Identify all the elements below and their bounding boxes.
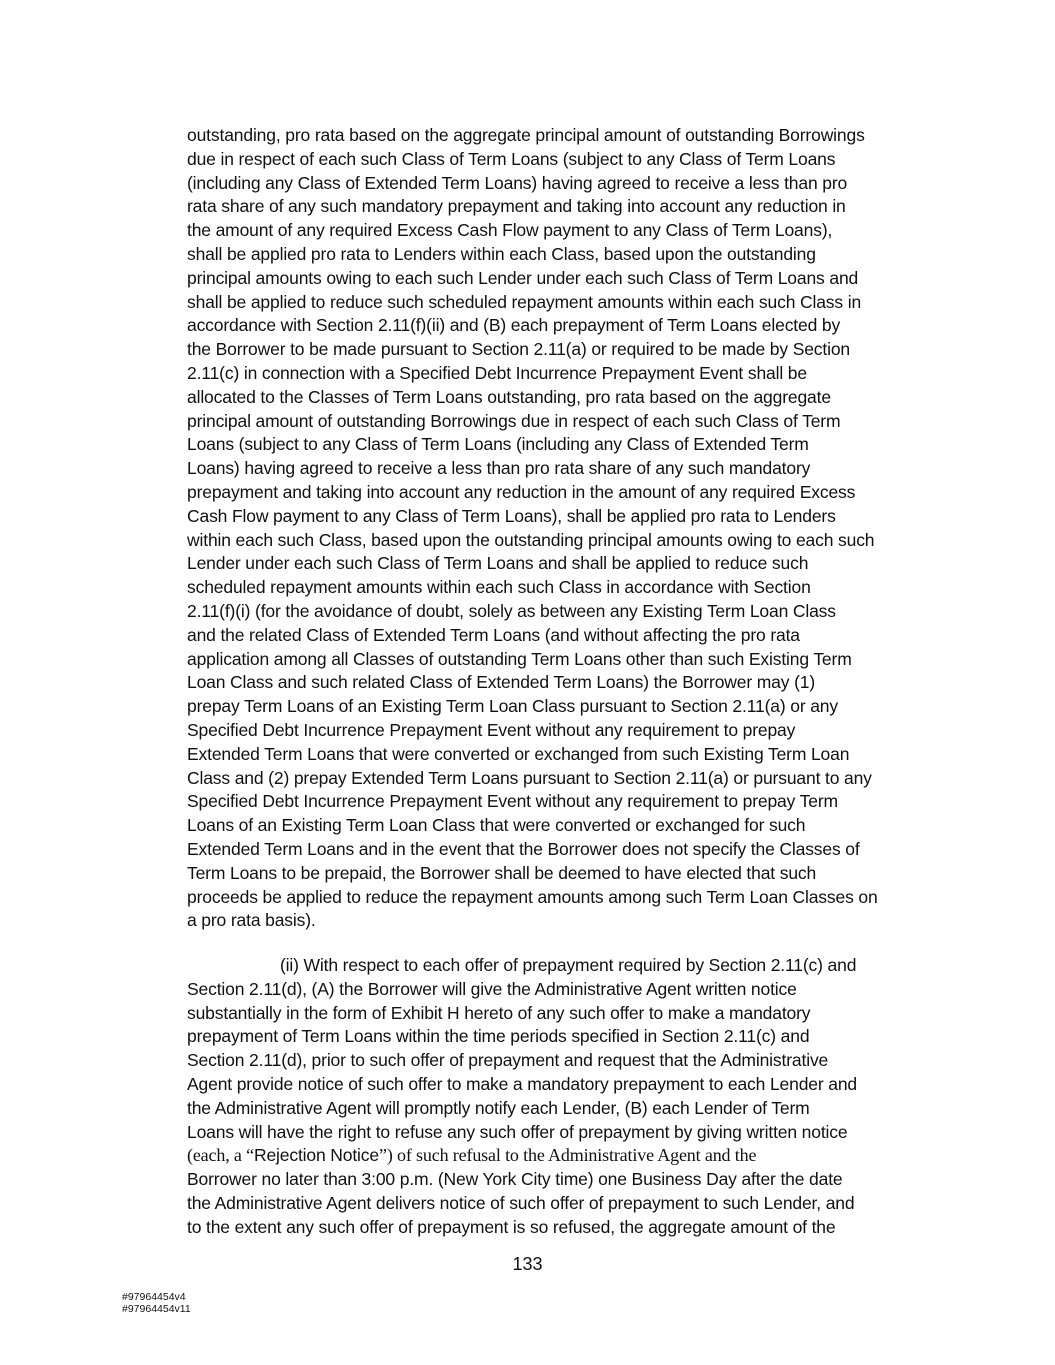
- text-line: Class and (2) prepay Extended Term Loans pursuant to Section 2.11(a) or pursuant to any: [187, 767, 872, 788]
- text-line: shall be applied to reduce such scheduled repayment amounts within each such Class in: [187, 291, 862, 312]
- text-line: Lender under each such Class of Term Loans and shall be applied to reduce such: [187, 553, 809, 574]
- text-line: prepay Term Loans of an Existing Term Loan Class pursuant to Section 2.11(a) or any: [187, 696, 838, 717]
- text-line: a pro rata basis).: [187, 910, 316, 931]
- text-line: application among all Classes of outstanding Term Loans other than such Existing Term: [187, 648, 852, 669]
- text-line: Term Loans to be prepaid, the Borrower shall be deemed to have elected that such: [187, 862, 817, 883]
- defined-term: Rejection Notice: [253, 1145, 379, 1166]
- text-line: the Administrative Agent will promptly notify each Lender, (B) each Lender of Term: [187, 1097, 810, 1118]
- text-line: [187, 1144, 935, 1168]
- text-line: due in respect of each such Class of Term Loans (subject to any Class of Term Loans: [187, 148, 836, 169]
- text-line: and the related Class of Extended Term Loans (and without affecting the pro rata: [187, 624, 800, 645]
- text-line: to the extent any such offer of prepayment is so refused, the aggregate amount of the: [187, 1216, 836, 1237]
- text-line: within each such Class, based upon the outstanding principal amounts owing to each such: [187, 529, 875, 550]
- text-line: rata share of any such mandatory prepayment and taking into account any reduction in: [187, 196, 846, 217]
- text-line: the amount of any required Excess Cash Flow payment to any Class of Term Loans),: [187, 220, 833, 241]
- text-line: Loans of an Existing Term Loan Class that were converted or exchanged for such: [187, 815, 806, 836]
- page-number: 133: [512, 1254, 543, 1274]
- document-ids: [122, 1291, 191, 1315]
- text-line: Extended Term Loans and in the event that the Borrower does not specify the Classes of: [187, 838, 860, 859]
- text-line: Cash Flow payment to any Class of Term Loans), shall be applied pro rata to Lenders: [187, 505, 836, 526]
- document-id: #97964454v4: [122, 1291, 186, 1303]
- text-fragment: (each, a “: [187, 1145, 254, 1166]
- text-line: allocated to the Classes of Term Loans outstanding, pro rata based on the aggregate: [187, 386, 831, 407]
- text-line: Loans (subject to any Class of Term Loans (including any Class of Extended Term: [187, 434, 809, 455]
- text-line: Agent provide notice of such offer to make a mandatory prepayment to each Lender and: [187, 1073, 858, 1094]
- text-line: 2.11(c) in connection with a Specified Debt Incurrence Prepayment Event shall be: [187, 362, 807, 383]
- text-line: outstanding, pro rata based on the aggregate principal amount of outstanding Borrowings: [187, 125, 865, 145]
- text-line: prepayment and taking into account any reduction in the amount of any required Excess: [187, 481, 856, 502]
- text-line: the Borrower to be made pursuant to Section 2.11(a) or required to be made by Section: [187, 339, 851, 360]
- text-line: Specified Debt Incurrence Prepayment Event without any requirement to prepay: [187, 719, 796, 740]
- text-line: Section 2.11(d), prior to such offer of prepayment and request that the Administrative: [187, 1050, 829, 1071]
- text-line: prepayment of Term Loans within the time periods specified in Section 2.11(c) and: [187, 1026, 810, 1047]
- text-line: Loan Class and such related Class of Extended Term Loans) the Borrower may (1): [187, 672, 816, 693]
- text-line: Specified Debt Incurrence Prepayment Event without any requirement to prepay Term: [187, 791, 838, 812]
- text-line: Borrower no later than 3:00 p.m. (New York City time) one Business Day after the date: [187, 1169, 843, 1190]
- text-line: (including any Class of Extended Term Loans) having agreed to receive a less than pro: [187, 172, 848, 193]
- text-fragment: ”) of such refusal to the Administrative Agent and the: [378, 1145, 757, 1166]
- text-line: 2.11(f)(i) (for the avoidance of doubt, solely as between any Existing Term Loan Class: [187, 600, 836, 621]
- text-line: accordance with Section 2.11(f)(ii) and (B) each prepayment of Term Loans elected by: [187, 315, 841, 336]
- text-line: scheduled repayment amounts within each such Class in accordance with Section: [187, 577, 811, 598]
- paragraph-allocation: [187, 124, 935, 933]
- text-line: Extended Term Loans that were converted or exchanged from such Existing Term Loan: [187, 743, 850, 764]
- text-line: Section 2.11(d), (A) the Borrower will give the Administrative Agent written notice: [187, 978, 797, 999]
- text-line: the Administrative Agent delivers notice of such offer of prepayment to such Lender, and: [187, 1192, 855, 1213]
- text-line: proceeds be applied to reduce the repayment amounts among such Term Loan Classes on: [187, 886, 878, 907]
- document-id: #97964454v11: [122, 1303, 191, 1315]
- paragraph-ii-offer-of-prepayment: [187, 954, 935, 1240]
- text-line: Loans) having agreed to receive a less than pro rata share of any such mandatory: [187, 458, 811, 479]
- text-line: shall be applied pro rata to Lenders within each Class, based upon the outstanding: [187, 243, 816, 264]
- text-line: substantially in the form of Exhibit H hereto of any such offer to make a mandatory: [187, 1002, 811, 1023]
- text-line: (ii) With respect to each offer of prepayment required by Section 2.11(c) and: [280, 955, 857, 975]
- text-line: Loans will have the right to refuse any such offer of prepayment by giving written notice: [187, 1121, 848, 1142]
- text-line: principal amounts owing to each such Lender under each such Class of Term Loans and: [187, 267, 859, 288]
- text-line: principal amount of outstanding Borrowings due in respect of each such Class of Term: [187, 410, 841, 431]
